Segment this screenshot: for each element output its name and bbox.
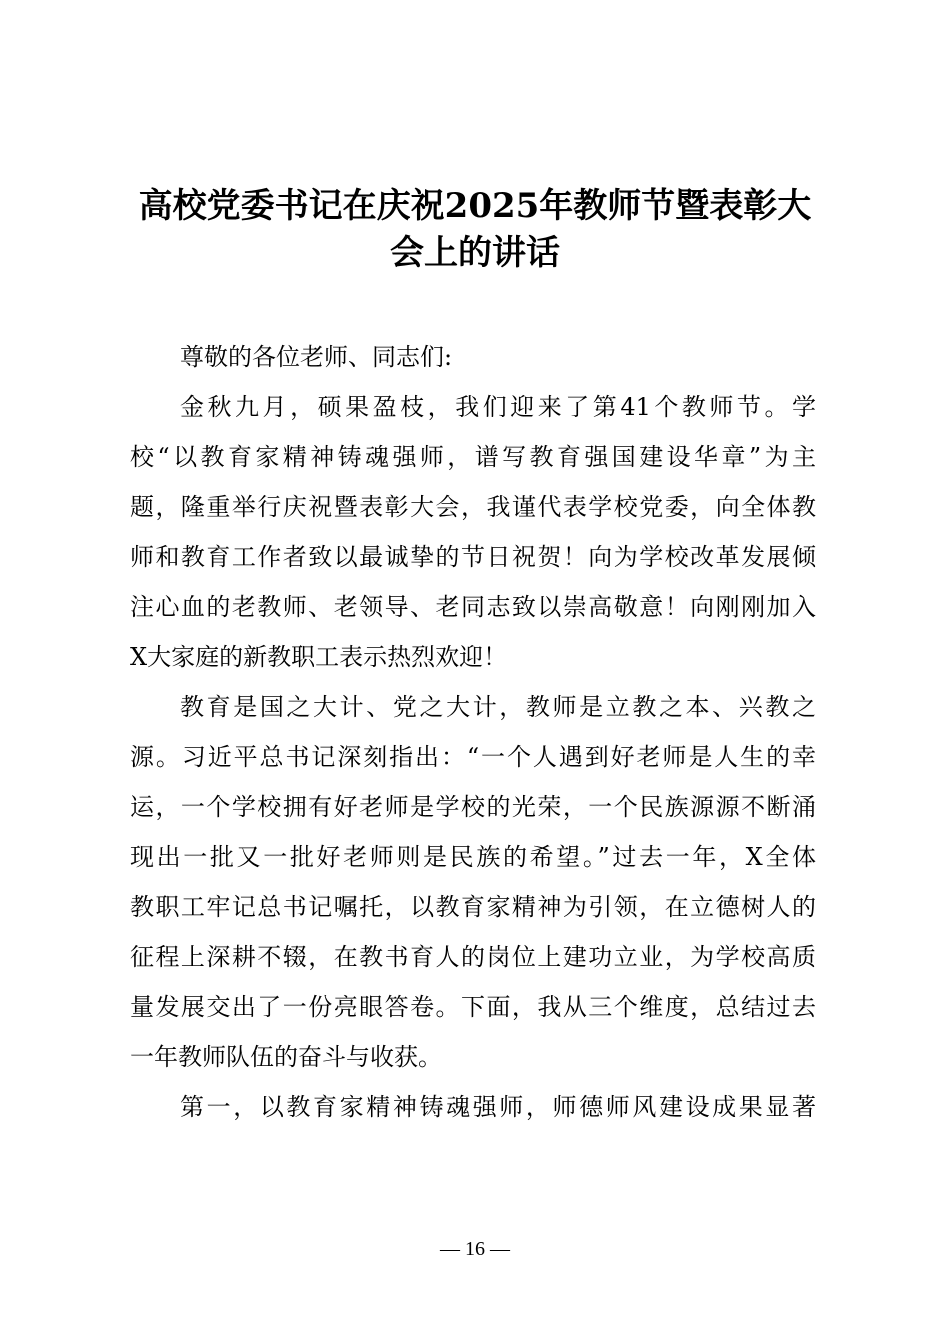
paragraph-line: 校“以教育家精神铸魂强师，谱写教育强国建设华章”为主 (130, 443, 816, 471)
paragraph (130, 1082, 816, 1132)
paragraph-line: X大家庭的新教职工表示热烈欢迎！ (130, 643, 508, 671)
salutation: 尊敬的各位老师、同志们: (180, 343, 453, 371)
paragraph-line: 师和教育工作者致以最诚挚的节日祝贺！向为学校改革发展倾 (130, 543, 816, 571)
paragraph-line: 源。习近平总书记深刻指出：“一个人遇到好老师是人生的幸 (130, 743, 816, 771)
paragraph-line: 运，一个学校拥有好老师是学校的光荣，一个民族源源不断涌 (130, 793, 816, 821)
paragraph-line: 第一，以教育家精神铸魂强师，师德师风建设成果显著 (180, 1093, 816, 1121)
paragraph-line: 注心血的老教师、老领导、老同志致以崇高敬意！向刚刚加入 (130, 593, 816, 621)
document-title-line-1: 高校党委书记在庆祝2025年教师节暨表彰大 (138, 186, 812, 226)
paragraph (130, 382, 816, 682)
paragraph-line: 量发展交出了一份亮眼答卷。下面，我从三个维度，总结过去 (130, 993, 816, 1021)
paragraph-line: 金秋九月，硕果盈枝，我们迎来了第41个教师节。学 (180, 393, 816, 421)
paragraph-line: 一年教师队伍的奋斗与收获。 (130, 1043, 442, 1071)
page-number: — 16 — (440, 1238, 510, 1260)
paragraph-line: 题，隆重举行庆祝暨表彰大会，我谨代表学校党委，向全体教 (130, 493, 816, 521)
paragraph-line: 征程上深耕不辍，在教书育人的岗位上建功立业，为学校高质 (130, 943, 816, 971)
paragraph-line: 教职工牢记总书记嘱托，以教育家精神为引领，在立德树人的 (130, 893, 816, 921)
paragraph (130, 682, 816, 1082)
paragraph-line: 现出一批又一批好老师则是民族的希望。”过去一年，X全体 (130, 843, 816, 871)
document-title-line-2: 会上的讲话 (390, 233, 560, 273)
document-body (130, 332, 816, 1132)
paragraph-line: 教育是国之大计、党之大计，教师是立教之本、兴教之 (180, 693, 816, 721)
